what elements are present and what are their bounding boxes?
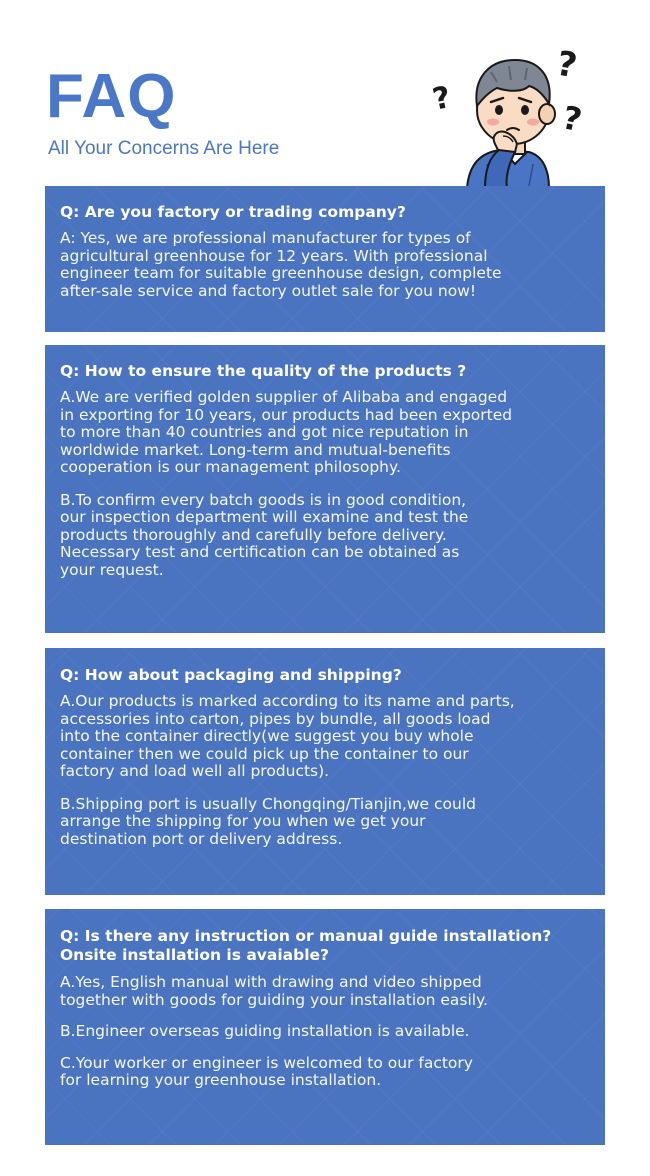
svg-text:?: ?: [553, 43, 580, 87]
faq-answer: C.Your worker or engineer is welcomed to our factory for learning your greenhouse installation.: [60, 1053, 473, 1089]
faq-question: Q: How to ensure the quality of the products ?: [60, 362, 467, 380]
faq-question: Q: How about packaging and shipping?: [60, 666, 402, 684]
page-subtitle: All Your Concerns Are Here: [48, 138, 280, 159]
faq-answer: B.To confirm every batch goods is in good condition, our inspection department will examine and test the products thoroughly and carefully before delivery. Necessary test and certification can be obtained as your request.: [60, 490, 469, 579]
confused-thinking-boy-icon: [425, 40, 595, 188]
page-title: FAQ: [46, 62, 177, 131]
faq-answer: A: Yes, we are professional manufacturer for types of agricultural greenhouse for 12 years. With professional engineer team for suitable greenhouse design, complete after-sale service and factory outlet sale for you now!: [60, 229, 502, 300]
faq-header: [0, 0, 650, 185]
faq-card: [45, 186, 605, 332]
svg-text:?: ?: [429, 79, 454, 118]
faq-answer: B.Shipping port is usually Chongqing/Tianjin,we could arrange the shipping for you when we get your destination port or delivery address.: [60, 794, 476, 848]
faq-answer: B.Engineer overseas guiding installation is available.: [60, 1022, 470, 1040]
faq-question: Q: Are you factory or trading company?: [60, 203, 406, 221]
faq-card: [45, 648, 605, 895]
faq-answer: A.We are verified golden supplier of Alibaba and engaged in exporting for 10 years, our products had been exported to more than 40 countries and got nice reputation in worldwide market. Long-term and mutual-benefits cooperation is our management philosophy.: [60, 388, 513, 476]
svg-text:?: ?: [559, 98, 586, 140]
faq-answer: A.Yes, English manual with drawing and video shipped together with goods for guiding your installation easily.: [60, 973, 488, 1009]
faq-card: [45, 909, 605, 1145]
faq-question: Q: Is there any instruction or manual guide installation? Onsite installation is avaiable?: [60, 927, 552, 964]
faq-answer: A.Our products is marked according to its name and parts, accessories into carton, pipes by bundle, all goods load into the container directly(we suggest you buy whole container then we could pick up the container to our factory and load well all products).: [60, 692, 515, 780]
faq-card: [45, 345, 605, 633]
